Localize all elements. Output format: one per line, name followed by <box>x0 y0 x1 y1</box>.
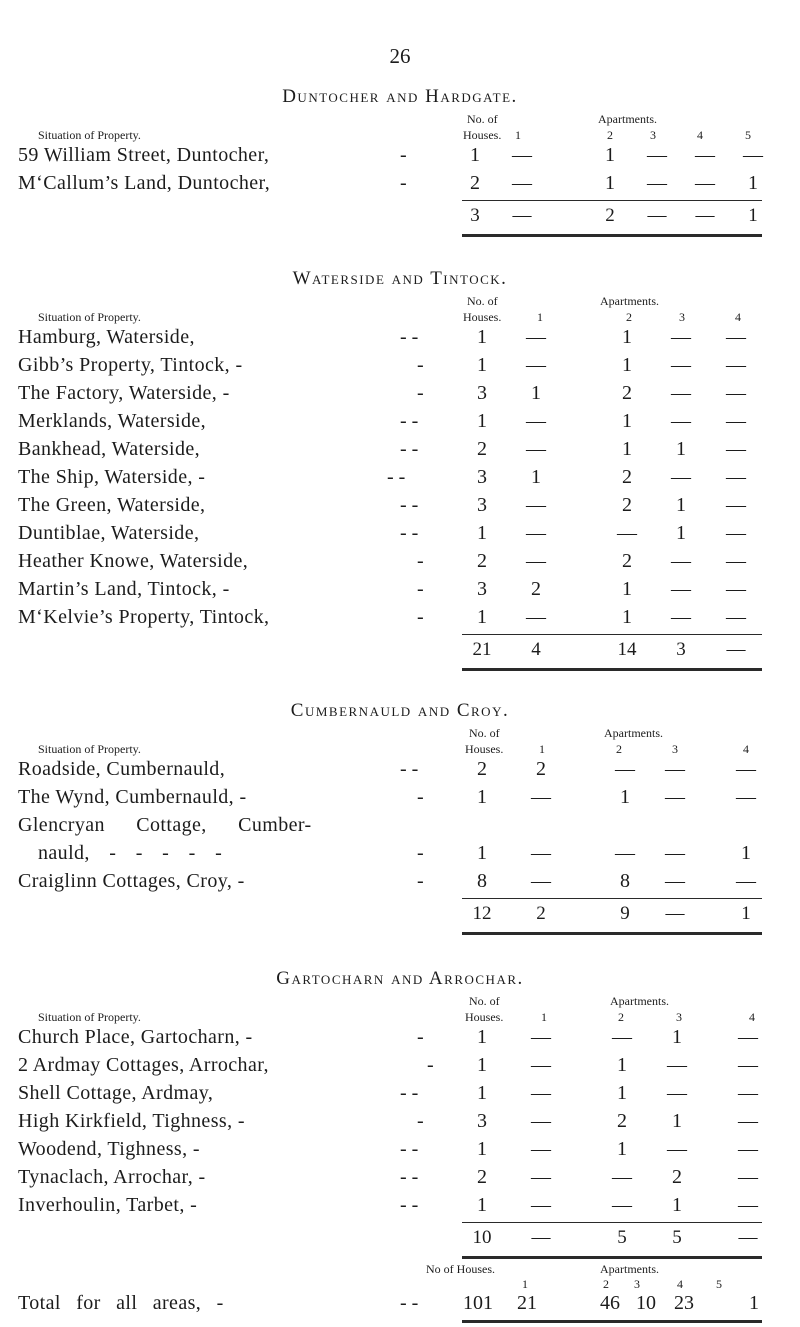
table-row: Craiglinn Cottages, Croy, - - 8 — 8 — — <box>0 870 800 896</box>
property-name: Heather Knowe, Waterside, <box>18 550 249 572</box>
property-name: Church Place, Gartocharn, - <box>18 1026 253 1048</box>
property-name: Bankhead, Waterside, <box>18 438 201 460</box>
header-situation: Situation of Property. <box>38 742 141 756</box>
header-apartments: Apartments. <box>604 726 663 740</box>
cell: 2 <box>622 494 632 516</box>
total-cell: 3 <box>676 639 686 660</box>
property-name: The Green, Waterside, <box>18 494 206 516</box>
header-houses: Houses. <box>465 1010 504 1024</box>
table-row: Church Place, Gartocharn, - - 1 — — 1 — <box>0 1026 800 1052</box>
property-name: 2 Ardmay Cottages, Arrochar, <box>18 1054 269 1076</box>
header-col-2: 2 <box>616 742 622 756</box>
header-no-of: No. of <box>467 112 498 126</box>
header-col-4: 4 <box>677 1277 683 1291</box>
cell: — <box>671 354 691 376</box>
cell: — <box>726 578 746 600</box>
cell: 1 <box>622 438 632 460</box>
cell: 2 <box>531 578 541 600</box>
cell: 1 <box>605 144 615 166</box>
cell: 1 <box>620 786 630 808</box>
header-no-of: No. of <box>467 294 498 308</box>
cell: — <box>671 410 691 432</box>
property-name: nauld, - - - - - <box>38 842 223 864</box>
header-col-2: 2 <box>626 310 632 324</box>
header-col-1: 1 <box>522 1277 528 1291</box>
property-name: High Kirkfield, Tighness, - <box>18 1110 245 1132</box>
cell: — <box>665 842 685 864</box>
cell: 1 <box>477 1082 487 1104</box>
table-row: Woodend, Tighness, - - - 1 — 1 — — <box>0 1138 800 1164</box>
cell: 2 <box>477 758 487 780</box>
header-apartments: Apartments. <box>600 1262 659 1276</box>
subtotal-rule <box>462 1222 762 1223</box>
cell: — <box>615 758 635 780</box>
cell: 1 <box>477 786 487 808</box>
table-row: The Green, Waterside, - - 3 — 2 1 — <box>0 494 800 520</box>
cell: 1 <box>676 494 686 516</box>
table-row: High Kirkfield, Tighness, - - 3 — 2 1 — <box>0 1110 800 1136</box>
cell: 1 <box>470 144 480 166</box>
property-name: M‘Callum’s Land, Duntocher, <box>18 172 271 194</box>
total-cell: 9 <box>620 903 630 924</box>
total-cell: — <box>647 205 667 226</box>
header-apartments: Apartments. <box>600 294 659 308</box>
cell: — <box>671 578 691 600</box>
total-cell: 10 <box>472 1227 492 1248</box>
cell: 2 <box>622 382 632 404</box>
cell: 2 <box>477 438 487 460</box>
header-col-2: 2 <box>618 1010 624 1024</box>
section-title: Duntocher and Hardgate. <box>282 86 518 107</box>
grand-total-apt-4: 23 <box>674 1292 694 1314</box>
cell: — <box>671 550 691 572</box>
property-name: The Wynd, Cumbernauld, - <box>18 786 247 808</box>
cell: 1 <box>672 1110 682 1132</box>
total-cell: 5 <box>617 1227 627 1248</box>
cell: — <box>667 1082 687 1104</box>
cell: 1 <box>477 522 487 544</box>
header-apartments: Apartments. <box>598 112 657 126</box>
total-cell: 3 <box>470 205 480 226</box>
table-row: Shell Cottage, Ardmay, - - 1 — 1 — — <box>0 1082 800 1108</box>
cell: — <box>526 494 546 516</box>
cell: — <box>736 870 756 892</box>
cell: — <box>526 522 546 544</box>
cell: — <box>531 1194 551 1216</box>
property-name: Merklands, Waterside, <box>18 410 207 432</box>
table-row: Bankhead, Waterside, - - 2 — 1 1 — <box>0 438 800 464</box>
cell: 2 <box>617 1110 627 1132</box>
header-houses: Houses. <box>463 128 502 142</box>
cell: — <box>531 786 551 808</box>
header-col-1: 1 <box>515 128 521 142</box>
grand-total-apt-1: 21 <box>517 1292 537 1314</box>
cell: 1 <box>605 172 615 194</box>
cell: 2 <box>622 466 632 488</box>
cell: — <box>671 606 691 628</box>
section-title: Gartocharn and Arrochar. <box>276 968 524 989</box>
cell: 1 <box>676 522 686 544</box>
cell: 1 <box>531 382 541 404</box>
header-col-2: 2 <box>603 1277 609 1291</box>
cell: 1 <box>477 1194 487 1216</box>
property-name: The Ship, Waterside, - <box>18 466 206 488</box>
cell: — <box>531 1166 551 1188</box>
cell: 8 <box>477 870 487 892</box>
cell: — <box>726 466 746 488</box>
total-cell: 2 <box>605 205 615 226</box>
total-cell: 2 <box>536 903 546 924</box>
property-name: Tynaclach, Arrochar, - <box>18 1166 206 1188</box>
property-name: The Factory, Waterside, - <box>18 382 230 404</box>
section-end-rule <box>462 932 762 935</box>
cell: 2 <box>477 1166 487 1188</box>
cell: 1 <box>477 410 487 432</box>
grand-total-apt-3: 10 <box>636 1292 656 1314</box>
cell: — <box>738 1194 758 1216</box>
subtotal-rule <box>462 898 762 899</box>
cell: 2 <box>622 550 632 572</box>
cell: 1 <box>672 1026 682 1048</box>
cell: — <box>726 326 746 348</box>
cell: 1 <box>622 606 632 628</box>
header-col-3: 3 <box>672 742 678 756</box>
cell: 1 <box>477 1026 487 1048</box>
section-title: Cumbernauld and Croy. <box>290 700 510 721</box>
grand-total-apt-5: 1 <box>749 1292 759 1314</box>
cell: 1 <box>617 1138 627 1160</box>
table-row: The Ship, Waterside, - - - 3 1 2 — — <box>0 466 800 492</box>
property-name: Shell Cottage, Ardmay, <box>18 1082 214 1104</box>
table-row: Martin’s Land, Tintock, - - 3 2 1 — — <box>0 578 800 604</box>
cell: — <box>671 382 691 404</box>
table-row: The Wynd, Cumbernauld, - - 1 — 1 — — <box>0 786 800 812</box>
header-col-4: 4 <box>735 310 741 324</box>
header-houses: Houses. <box>463 310 502 324</box>
cell: — <box>612 1166 632 1188</box>
cell: — <box>526 438 546 460</box>
cell: — <box>665 870 685 892</box>
header-col-3: 3 <box>650 128 656 142</box>
cell: — <box>738 1138 758 1160</box>
cell: 2 <box>470 172 480 194</box>
cell: — <box>531 1138 551 1160</box>
cell: — <box>647 172 667 194</box>
cell: — <box>531 1110 551 1132</box>
cell: 8 <box>620 870 630 892</box>
property-name: M‘Kelvie’s Property, Tintock, <box>18 606 270 628</box>
page-number: 26 <box>389 44 411 68</box>
header-col-4: 4 <box>743 742 749 756</box>
header-no-of: No. of <box>469 994 500 1008</box>
section-end-rule <box>462 234 762 237</box>
cell: — <box>738 1082 758 1104</box>
header-col-4: 4 <box>697 128 703 142</box>
section-total-row <box>0 205 800 231</box>
total-cell: — <box>665 903 685 924</box>
grand-total-houses: 101 <box>463 1292 493 1314</box>
header-col-2: 2 <box>607 128 613 142</box>
cell: — <box>738 1054 758 1076</box>
cell: 2 <box>536 758 546 780</box>
cell: 1 <box>672 1194 682 1216</box>
property-name: Inverhoulin, Tarbet, - <box>18 1194 198 1216</box>
total-cell: — <box>726 639 746 660</box>
header-situation: Situation of Property. <box>38 310 141 324</box>
header-no-of-houses: No of Houses. <box>426 1262 495 1276</box>
cell: — <box>726 606 746 628</box>
header-situation: Situation of Property. <box>38 1010 141 1024</box>
section-end-rule <box>462 668 762 671</box>
table-row: Heather Knowe, Waterside, - 2 — 2 — — <box>0 550 800 576</box>
cell: — <box>512 172 532 194</box>
cell: 2 <box>477 550 487 572</box>
header-col-3: 3 <box>676 1010 682 1024</box>
header-col-3: 3 <box>679 310 685 324</box>
section-total-row <box>0 903 800 929</box>
property-name: Martin’s Land, Tintock, - <box>18 578 230 600</box>
cell: — <box>667 1138 687 1160</box>
cell: — <box>695 172 715 194</box>
cell: 1 <box>477 1138 487 1160</box>
total-cell: 5 <box>672 1227 682 1248</box>
cell: 1 <box>622 578 632 600</box>
cell: — <box>738 1166 758 1188</box>
cell: — <box>526 354 546 376</box>
cell: — <box>738 1110 758 1132</box>
cell: — <box>612 1026 632 1048</box>
cell: — <box>695 144 715 166</box>
cell: — <box>738 1026 758 1048</box>
cell: 1 <box>477 326 487 348</box>
cell: — <box>726 410 746 432</box>
table-row: Roadside, Cumbernauld, - - 2 2 — — — <box>0 758 800 784</box>
grand-total-apt-2: 46 <box>600 1292 620 1314</box>
cell: — <box>531 1082 551 1104</box>
subtotal-rule <box>462 634 762 635</box>
section-title: Waterside and Tintock. <box>292 268 508 289</box>
cell: 1 <box>477 606 487 628</box>
cell: 1 <box>617 1082 627 1104</box>
header-col-4: 4 <box>749 1010 755 1024</box>
total-cell: — <box>738 1227 758 1248</box>
cell: — <box>665 786 685 808</box>
property-name: Hamburg, Waterside, <box>18 326 195 348</box>
table-row-continued <box>0 814 800 840</box>
cell: 3 <box>477 578 487 600</box>
table-row: Tynaclach, Arrochar, - - - 2 — — 2 — <box>0 1166 800 1192</box>
cell: — <box>531 1054 551 1076</box>
cell: 2 <box>672 1166 682 1188</box>
section-total-row <box>0 639 800 665</box>
cell: — <box>665 758 685 780</box>
grand-total-end-rule <box>462 1320 762 1323</box>
cell: 1 <box>617 1054 627 1076</box>
cell: 1 <box>622 410 632 432</box>
header-no-of: No. of <box>469 726 500 740</box>
cell: — <box>617 522 637 544</box>
cell: — <box>531 842 551 864</box>
header-col-5: 5 <box>745 128 751 142</box>
cell: — <box>743 144 763 166</box>
property-name: Glencryan Cottage, Cumber- <box>18 814 312 836</box>
cell: — <box>726 438 746 460</box>
cell: — <box>736 758 756 780</box>
total-cell: 1 <box>748 205 758 226</box>
cell: — <box>531 1026 551 1048</box>
cell: 3 <box>477 1110 487 1132</box>
total-cell: — <box>512 205 532 226</box>
cell: 3 <box>477 466 487 488</box>
cell: — <box>726 354 746 376</box>
section-end-rule <box>462 1256 762 1259</box>
subtotal-rule <box>462 200 762 201</box>
cell: — <box>667 1054 687 1076</box>
cell: 1 <box>477 1054 487 1076</box>
cell: — <box>512 144 532 166</box>
cell: — <box>615 842 635 864</box>
property-name: Roadside, Cumbernauld, <box>18 758 226 780</box>
cell: — <box>736 786 756 808</box>
cell: — <box>531 870 551 892</box>
cell: — <box>526 606 546 628</box>
property-name: 59 William Street, Duntocher, <box>18 144 270 166</box>
table-row: Gibb’s Property, Tintock, - - 1 — 1 — — <box>0 354 800 380</box>
total-cell: 14 <box>617 639 637 660</box>
table-row: Merklands, Waterside, - - 1 — 1 — — <box>0 410 800 436</box>
cell: — <box>671 466 691 488</box>
table-row: Duntiblae, Waterside, - - 1 — — 1 — <box>0 522 800 548</box>
table-row: Inverhoulin, Tarbet, - - - 1 — — 1 — <box>0 1194 800 1220</box>
cell: — <box>726 494 746 516</box>
cell: 1 <box>622 326 632 348</box>
cell: 1 <box>748 172 758 194</box>
cell: — <box>526 410 546 432</box>
property-name: Woodend, Tighness, - <box>18 1138 200 1160</box>
cell: — <box>726 522 746 544</box>
header-apartments: Apartments. <box>610 994 669 1008</box>
cell: — <box>526 550 546 572</box>
table-row: 59 William Street, Duntocher, - 1 — 1 — — — <box>0 144 800 170</box>
total-cell: 1 <box>741 903 751 924</box>
header-situation: Situation of Property. <box>38 128 141 142</box>
table-row: The Factory, Waterside, - - 3 1 2 — — <box>0 382 800 408</box>
table-row: M‘Kelvie’s Property, Tintock, - 1 — 1 — — <box>0 606 800 632</box>
table-row: 2 Ardmay Cottages, Arrochar, - 1 — 1 — — <box>0 1054 800 1080</box>
total-cell: — <box>531 1227 551 1248</box>
header-col-1: 1 <box>537 310 543 324</box>
cell: 3 <box>477 382 487 404</box>
grand-total-row: Total for all areas, - - - 101 21 46 10 23 1 <box>0 1292 800 1318</box>
cell: 3 <box>477 494 487 516</box>
header-col-3: 3 <box>634 1277 640 1291</box>
grand-total-label: Total for all areas, - <box>18 1292 224 1314</box>
total-cell: 4 <box>531 639 541 660</box>
total-cell: 12 <box>472 903 492 924</box>
section-total-row <box>0 1227 800 1253</box>
table-row: M‘Callum’s Land, Duntocher, - 2 — 1 — — 1 <box>0 172 800 198</box>
cell: — <box>671 326 691 348</box>
table-row: Hamburg, Waterside, - - 1 — 1 — — <box>0 326 800 352</box>
cell: 1 <box>622 354 632 376</box>
cell: — <box>612 1194 632 1216</box>
table-row: nauld, - - - - - - 1 — — — 1 <box>0 842 800 868</box>
cell: — <box>526 326 546 348</box>
property-name: Craiglinn Cottages, Croy, - <box>18 870 245 892</box>
cell: 1 <box>477 842 487 864</box>
header-col-1: 1 <box>539 742 545 756</box>
cell: — <box>726 382 746 404</box>
total-cell: — <box>695 205 715 226</box>
cell: 1 <box>477 354 487 376</box>
cell: 1 <box>741 842 751 864</box>
cell: — <box>726 550 746 572</box>
total-cell: 21 <box>472 639 492 660</box>
cell: 1 <box>531 466 541 488</box>
header-col-5: 5 <box>716 1277 722 1291</box>
cell: 1 <box>676 438 686 460</box>
cell: — <box>647 144 667 166</box>
property-name: Duntiblae, Waterside, <box>18 522 200 544</box>
header-houses: Houses. <box>465 742 504 756</box>
property-name: Gibb’s Property, Tintock, - <box>18 354 243 376</box>
header-col-1: 1 <box>541 1010 547 1024</box>
